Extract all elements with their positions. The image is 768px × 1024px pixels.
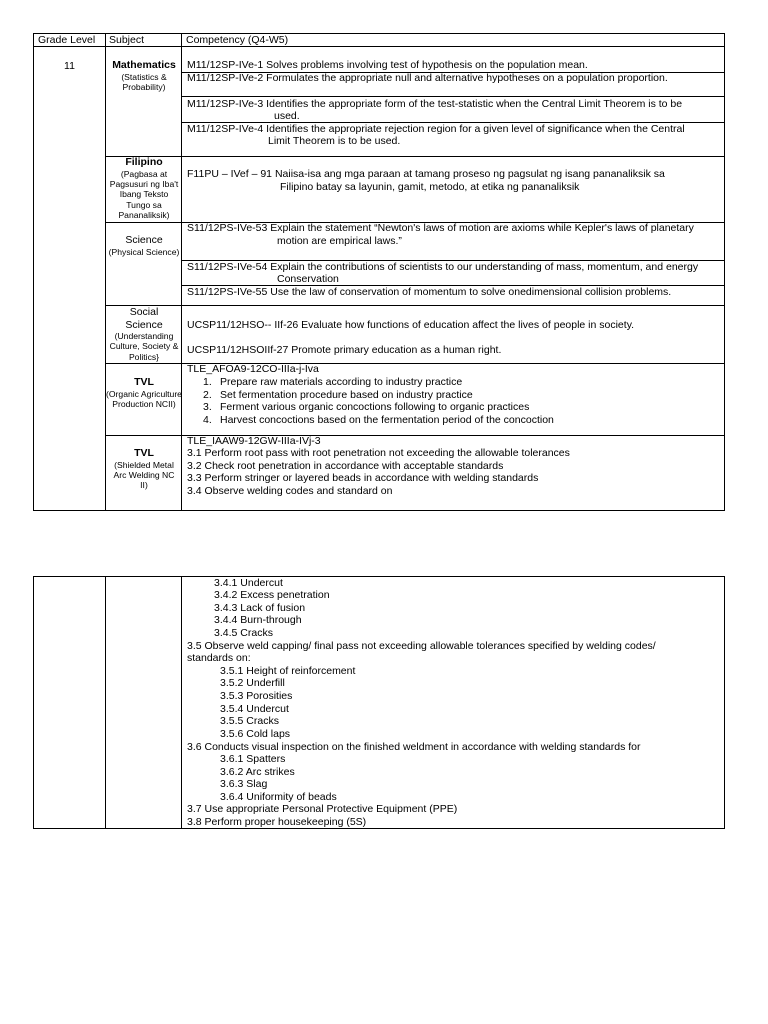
list-item: 3.8 Perform proper housekeeping (5S) (187, 816, 367, 828)
subject-subtitle: (Statistics & Probability) (121, 71, 167, 92)
subject-tvl-welding (106, 447, 182, 491)
list-item-cont: standards on: (187, 652, 251, 664)
header-competency: Competency (Q4-W5) (186, 34, 289, 46)
competency-table-continued (33, 576, 725, 829)
column-divider (181, 34, 182, 510)
competency-item: M11/12SP-IVe-2 Formulates the appropriate null and alternative hypotheses on a population proportion. (187, 72, 668, 84)
competency-item: UCSP11/12HSOIIf-27 Promote primary education as a human right. (187, 344, 502, 356)
competency-item-cont: Conservation (277, 273, 339, 285)
subject-name: TVL (134, 447, 154, 459)
subject-name: Filipino (125, 156, 163, 168)
list-item: 3.5.4 Undercut (220, 703, 289, 715)
subject-tvl-organic (106, 376, 182, 409)
competency-item-cont: motion are empirical laws.” (277, 235, 402, 247)
competency-table (33, 33, 725, 511)
competency-item: S11/12PS-IVe-55 Use the law of conservation of momentum to solve onedimensional collision problems. (187, 286, 672, 298)
list-item: 3.6.4 Uniformity of beads (220, 791, 337, 803)
list-item: 3.6 Conducts visual inspection on the finished weldment in accordance with welding standards for (187, 741, 641, 753)
competency-item: F11PU – IVef – 91 Naiisa-isa ang mga paraan at tamang proseso ng pagsulat ng isang pananaliksik sa (187, 168, 665, 180)
competency-item: 3.2 Check root penetration in accordance with acceptable standards (187, 460, 504, 472)
competency-item: 3.3 Perform stringer or layered beads in accordance with welding standards (187, 472, 539, 484)
list-item: 3.5.1 Height of reinforcement (220, 665, 356, 677)
subject-subtitle: (Shielded Metal Arc Welding NC II) (113, 459, 175, 491)
list-item: 3.6.1 Spatters (220, 753, 286, 765)
subject-name: Science (125, 234, 163, 246)
competency-item: UCSP11/12HSO-- IIf-26 Evaluate how functions of education affect the lives of people in society. (187, 319, 635, 331)
competency-item: M11/12SP-IVe-1 Solves problems involving test of hypothesis on the population mean. (187, 59, 588, 71)
subject-subtitle: (Physical Science) (108, 246, 180, 257)
list-item: 3.5.6 Cold laps (220, 728, 291, 740)
competency-item-cont: Limit Theorem is to be used. (268, 135, 401, 147)
list-item: 3.5.2 Underfill (220, 677, 285, 689)
list-item: 3.5.5 Cracks (220, 715, 279, 727)
column-divider (105, 34, 106, 510)
subject-name: Social (129, 306, 159, 318)
list-item: 3.5.3 Porosities (220, 690, 293, 702)
row-divider (105, 156, 724, 157)
grade-level-value: 11 (64, 60, 75, 72)
subject-subtitle: (Understanding Culture, Society & Politics} (109, 331, 179, 362)
list-item: 3.4.4 Burn-through (214, 614, 302, 626)
list-item: 1. Prepare raw materials according to industry practice (203, 376, 463, 388)
competency-code: TLE_AFOA9-12CO-IIIa-j-Iva (187, 363, 319, 375)
list-item: 3.7 Use appropriate Personal Protective Equipment (PPE) (187, 803, 458, 815)
competency-item: S11/12PS-IVe-53 Explain the statement “Newton's laws of motion are axioms while Kepler's laws of planetary (187, 222, 694, 234)
subject-subtitle: (Pagbasa at Pagsusuri ng Iba't Ibang Teksto Tungo sa Pananaliksik) (109, 168, 179, 221)
list-item: 3.5 Observe weld capping/ final pass not exceeding allowable tolerances specified by welding codes/ (187, 640, 656, 652)
list-item: 3.6.3 Slag (220, 778, 268, 790)
subject-subtitle: (Organic Agriculture Production NCII) (106, 388, 182, 409)
row-divider (181, 96, 724, 97)
subject-social-science (106, 306, 182, 362)
list-item: 3.4.5 Cracks (214, 627, 273, 639)
column-divider (181, 577, 182, 828)
subject-name: Science (125, 318, 163, 331)
row-divider (34, 46, 724, 47)
competency-item: S11/12PS-IVe-54 Explain the contributions of scientists to our understanding of mass, momentum, and energy (187, 261, 699, 273)
competency-item: M11/12SP-IVe-4 Identifies the appropriate rejection region for a given level of significance when the Central (187, 123, 685, 135)
list-item: 3.4.2 Excess penetration (214, 589, 330, 601)
competency-item: M11/12SP-IVe-3 Identifies the appropriate form of the test-statistic when the Central Limit Theorem is to be (187, 98, 683, 110)
row-divider (105, 305, 724, 306)
list-item: 3.4.3 Lack of fusion (214, 602, 306, 614)
competency-list (187, 376, 554, 426)
subject-name: TVL (134, 376, 154, 388)
list-item: 3. Ferment various organic concoctions following to organic practices (203, 401, 530, 414)
list-item: 3.6.2 Arc strikes (220, 766, 295, 778)
competency-item-cont: used. (274, 110, 300, 122)
list-item: 3.4.1 Undercut (214, 577, 283, 589)
subject-mathematics (106, 59, 182, 92)
competency-item-cont: Filipino batay sa layunin, gamit, metodo, at etika ng pananaliksik (280, 181, 580, 193)
competency-code: TLE_IAAW9-12GW-IIIa-IVj-3 (187, 435, 321, 447)
list-item: 4. Harvest concoctions based on the fermentation period of the concoction (203, 413, 554, 426)
list-item: 2. Set fermentation procedure based on industry practice (203, 388, 473, 401)
header-subject: Subject (109, 34, 145, 46)
subject-science (106, 234, 182, 257)
header-grade-level: Grade Level (38, 34, 96, 46)
competency-item: 3.1 Perform root pass with root penetration not exceeding the allowable tolerances (187, 447, 570, 459)
column-divider (105, 577, 106, 828)
competency-item: 3.4 Observe welding codes and standard on (187, 485, 393, 497)
subject-filipino (106, 156, 182, 221)
subject-name: Mathematics (112, 59, 176, 71)
